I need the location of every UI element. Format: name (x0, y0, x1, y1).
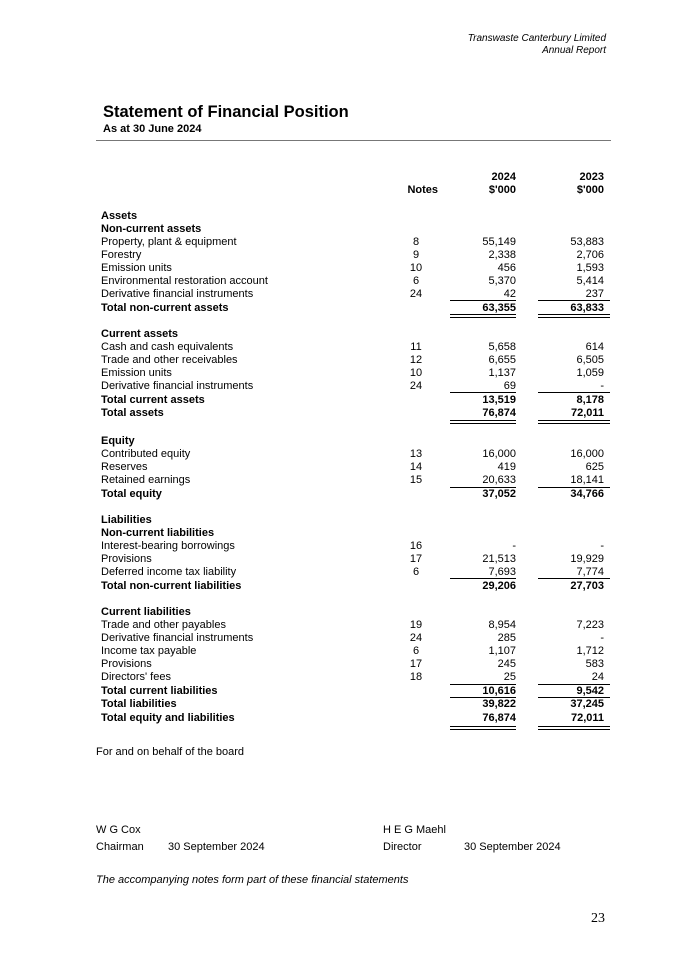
row-label: Emission units (101, 262, 172, 274)
table-row (101, 698, 611, 711)
row-value-2024: 55,149 (482, 236, 516, 248)
signatory-2-name: H E G Maehl (383, 824, 446, 836)
row-label: Derivative financial instruments (101, 380, 254, 392)
table-row (101, 658, 611, 671)
row-value-2024: 10,616 (482, 685, 516, 697)
year-2023-unit: $'000 (576, 184, 604, 196)
total-double-rule (450, 726, 516, 730)
row-label: Total current liabilities (101, 685, 218, 697)
row-value-2023: 72,011 (570, 712, 604, 724)
table-row (101, 553, 611, 566)
row-note: 17 (409, 658, 423, 670)
row-label: Provisions (101, 658, 152, 670)
row-note: 24 (409, 380, 423, 392)
row-note: 6 (412, 566, 420, 578)
table-row (101, 275, 611, 288)
row-note: 18 (409, 671, 423, 683)
table-row (101, 367, 611, 380)
table-row (101, 354, 611, 367)
table-row (101, 288, 611, 301)
row-note: 6 (412, 645, 420, 657)
table-row (101, 632, 611, 645)
row-label: Derivative financial instruments (101, 288, 254, 300)
table-row (101, 394, 611, 407)
row-label: Environmental restoration account (101, 275, 268, 287)
table-row (101, 566, 611, 579)
row-note: 16 (409, 540, 423, 552)
row-label: Liabilities (101, 514, 152, 526)
row-value-2023: 237 (585, 288, 604, 300)
table-row (101, 619, 611, 632)
row-label: Total non-current assets (101, 302, 229, 314)
row-value-2023: 1,712 (576, 645, 604, 657)
row-value-2024: 419 (497, 461, 516, 473)
row-label: Total equity (101, 488, 162, 500)
title-rule (96, 140, 611, 141)
row-note: 10 (409, 367, 423, 379)
row-label: Total non-current liabilities (101, 580, 242, 592)
board-statement: For and on behalf of the board (96, 746, 244, 758)
row-value-2024: 21,513 (482, 553, 516, 565)
row-note: 17 (409, 553, 423, 565)
row-value-2024: 76,874 (482, 712, 516, 724)
row-label: Current assets (101, 328, 179, 340)
report-name: Annual Report (542, 45, 606, 56)
row-value-2023: 614 (585, 341, 604, 353)
row-value-2023: 625 (585, 461, 604, 473)
total-rule (538, 697, 610, 698)
table-row (101, 435, 611, 448)
company-name: Transwaste Canterbury Limited (467, 33, 606, 44)
total-rule (450, 697, 516, 698)
row-label: Deferred income tax liability (101, 566, 237, 578)
row-label: Total current assets (101, 394, 205, 406)
row-label: Total assets (101, 407, 164, 419)
table-row (101, 448, 611, 461)
total-rule (450, 684, 516, 685)
row-note: 24 (409, 632, 423, 644)
table-row (101, 488, 611, 501)
table-row (101, 328, 611, 341)
total-rule (538, 487, 610, 488)
row-label: Income tax payable (101, 645, 197, 657)
table-row (101, 645, 611, 658)
total-rule (450, 578, 516, 579)
total-double-rule (450, 314, 516, 318)
row-value-2024: - (512, 540, 516, 552)
row-label: Reserves (101, 461, 148, 473)
signatory-1-name: W G Cox (96, 824, 141, 836)
row-value-2023: - (600, 632, 604, 644)
total-rule (450, 392, 516, 393)
table-row (101, 380, 611, 393)
row-value-2024: 456 (497, 262, 516, 274)
total-double-rule (538, 314, 610, 318)
row-value-2024: 245 (497, 658, 516, 670)
row-note: 15 (409, 474, 423, 486)
row-value-2023: 63,833 (570, 302, 604, 314)
row-note: 10 (409, 262, 423, 274)
row-label: Retained earnings (101, 474, 191, 486)
row-value-2024: 5,370 (488, 275, 516, 287)
row-value-2024: 13,519 (482, 394, 516, 406)
row-value-2024: 6,655 (488, 354, 516, 366)
table-row (101, 712, 611, 725)
row-note: 19 (409, 619, 423, 631)
report-header (468, 33, 606, 57)
row-value-2024: 37,052 (482, 488, 516, 500)
row-value-2023: 34,766 (570, 488, 604, 500)
table-row (101, 407, 611, 420)
total-rule (538, 392, 610, 393)
row-value-2023: 72,011 (570, 407, 604, 419)
row-value-2023: 583 (585, 658, 604, 670)
row-value-2023: - (600, 540, 604, 552)
year-2023-header: 2023 (579, 171, 604, 183)
table-row (101, 223, 611, 236)
row-note: 12 (409, 354, 423, 366)
row-label: Equity (101, 435, 135, 447)
table-row (101, 236, 611, 249)
row-value-2023: 19,929 (570, 553, 604, 565)
row-value-2024: 25 (503, 671, 516, 683)
year-2024-unit: $'000 (488, 184, 516, 196)
row-label: Directors' fees (101, 671, 171, 683)
page-number: 23 (591, 911, 605, 926)
year-2024-header: 2024 (491, 171, 516, 183)
table-row (101, 302, 611, 315)
table-row (101, 210, 611, 223)
row-value-2024: 20,633 (482, 474, 516, 486)
signatory-1-role: Chairman (96, 841, 144, 853)
row-value-2023: 37,245 (570, 698, 604, 710)
total-rule (538, 578, 610, 579)
row-value-2024: 2,338 (488, 249, 516, 261)
row-value-2024: 1,137 (488, 367, 516, 379)
table-row (101, 461, 611, 474)
row-label: Interest-bearing borrowings (101, 540, 235, 552)
row-label: Derivative financial instruments (101, 632, 254, 644)
row-label: Cash and cash equivalents (101, 341, 234, 353)
row-value-2023: 53,883 (570, 236, 604, 248)
row-value-2023: 5,414 (576, 275, 604, 287)
total-double-rule (450, 420, 516, 424)
row-value-2024: 7,693 (488, 566, 516, 578)
row-value-2023: 8,178 (576, 394, 604, 406)
row-label: Non-current liabilities (101, 527, 215, 539)
row-note: 14 (409, 461, 423, 473)
row-value-2023: 9,542 (576, 685, 604, 697)
row-value-2023: 1,593 (576, 262, 604, 274)
row-note: 9 (412, 249, 420, 261)
row-value-2024: 1,107 (488, 645, 516, 657)
row-note: 11 (410, 341, 422, 353)
row-value-2023: 2,706 (576, 249, 604, 261)
table-row (101, 514, 611, 527)
row-note: 13 (409, 448, 423, 460)
row-value-2023: 18,141 (570, 474, 604, 486)
total-rule (538, 684, 610, 685)
row-label: Trade and other payables (101, 619, 226, 631)
total-rule (450, 300, 516, 301)
row-value-2023: - (600, 380, 604, 392)
table-row (101, 671, 611, 684)
row-value-2024: 63,355 (482, 302, 516, 314)
row-label: Property, plant & equipment (101, 236, 237, 248)
row-label: Current liabilities (101, 606, 191, 618)
row-label: Total liabilities (101, 698, 177, 710)
row-value-2023: 27,703 (570, 580, 604, 592)
table-row (101, 540, 611, 553)
total-rule (538, 300, 610, 301)
signatory-1-date: 30 September 2024 (168, 841, 265, 853)
row-value-2024: 39,822 (482, 698, 516, 710)
table-row (101, 249, 611, 262)
row-label: Contributed equity (101, 448, 191, 460)
row-note: 8 (412, 236, 420, 248)
table-row (101, 580, 611, 593)
footnote: The accompanying notes form part of these financial statements (96, 874, 409, 886)
row-label: Emission units (101, 367, 172, 379)
row-value-2024: 76,874 (482, 407, 516, 419)
table-row (101, 262, 611, 275)
row-note: 6 (412, 275, 420, 287)
row-label: Trade and other receivables (101, 354, 238, 366)
row-label: Total equity and liabilities (101, 712, 235, 724)
row-note: 24 (409, 288, 423, 300)
table-row (101, 341, 611, 354)
total-double-rule (538, 726, 610, 730)
row-value-2024: 8,954 (488, 619, 516, 631)
signatory-2-role: Director (383, 841, 422, 853)
row-label: Assets (101, 210, 138, 222)
signatory-2-date: 30 September 2024 (464, 841, 561, 853)
row-value-2023: 16,000 (570, 448, 604, 460)
statement-title: Statement of Financial Position (103, 103, 349, 121)
statement-date: As at 30 June 2024 (103, 123, 202, 135)
total-rule (450, 487, 516, 488)
row-value-2023: 6,505 (576, 354, 604, 366)
row-value-2024: 16,000 (482, 448, 516, 460)
row-value-2023: 7,223 (576, 619, 604, 631)
row-value-2023: 24 (591, 671, 604, 683)
row-value-2024: 42 (503, 288, 516, 300)
table-row (101, 527, 611, 540)
row-label: Provisions (101, 553, 152, 565)
table-row (101, 474, 611, 487)
row-value-2023: 1,059 (576, 367, 604, 379)
row-value-2024: 69 (503, 380, 516, 392)
row-value-2023: 7,774 (576, 566, 604, 578)
table-row (101, 606, 611, 619)
table-row (101, 685, 611, 698)
row-value-2024: 285 (497, 632, 516, 644)
row-value-2024: 29,206 (482, 580, 516, 592)
total-double-rule (538, 420, 610, 424)
row-label: Non-current assets (101, 223, 202, 235)
row-label: Forestry (101, 249, 142, 261)
row-value-2024: 5,658 (488, 341, 516, 353)
notes-column-header: Notes (407, 184, 438, 196)
